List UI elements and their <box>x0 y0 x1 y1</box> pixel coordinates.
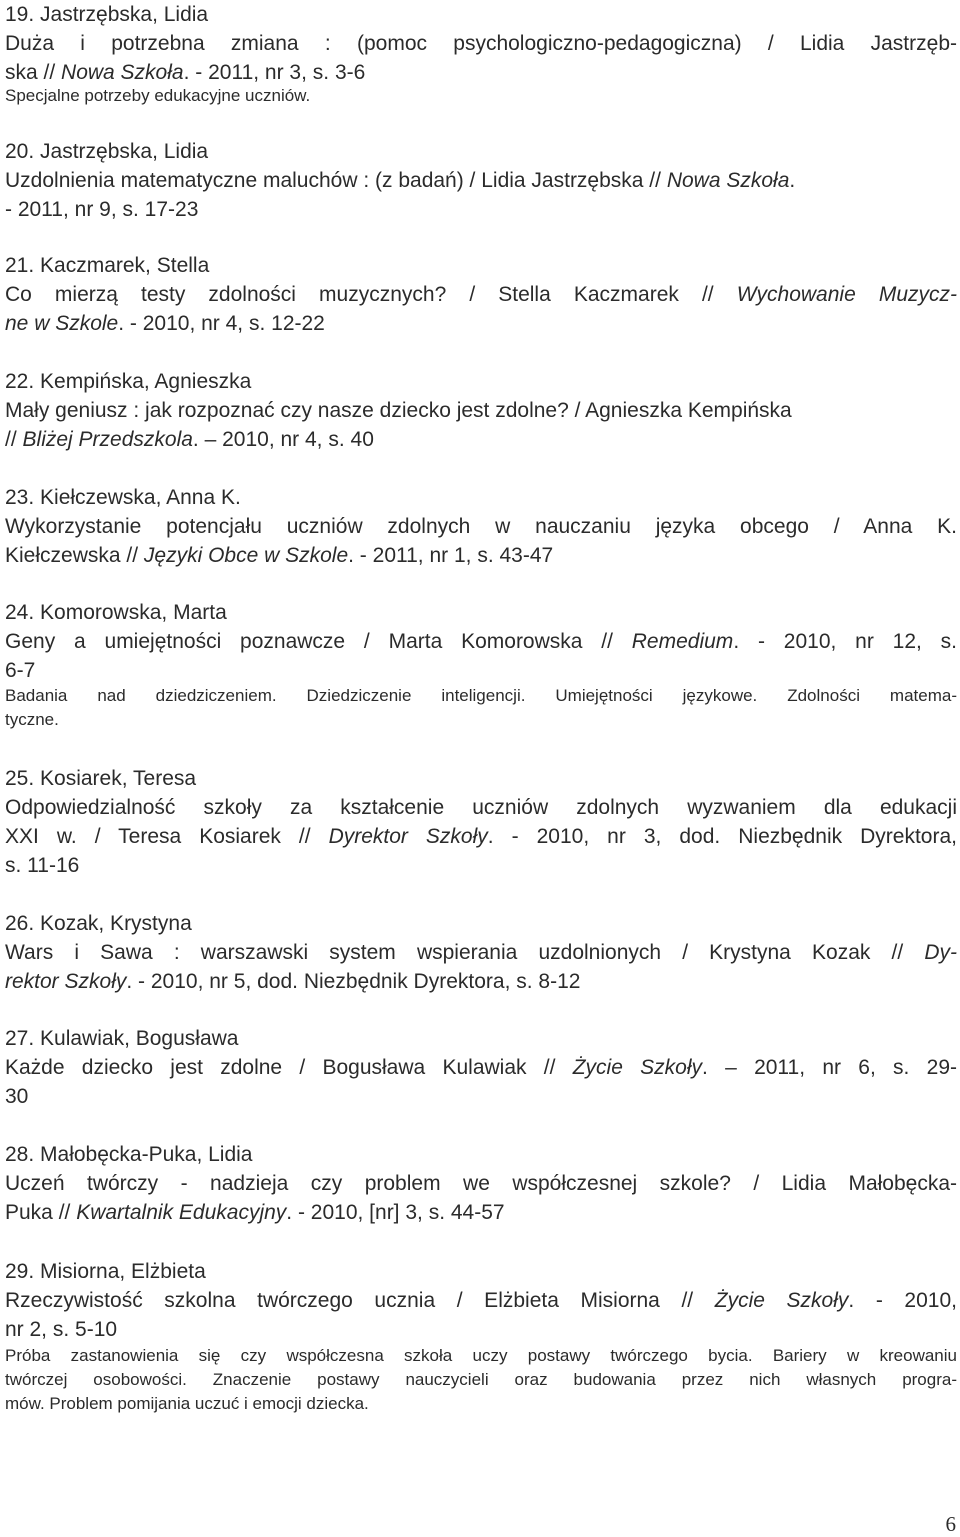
entry-annotation: Specjalne potrzeby edukacyjne uczniów. <box>5 86 311 105</box>
journal-title: Języki Obce w Szkole <box>143 544 349 567</box>
entry-heading: 25. Kosiarek, Teresa <box>5 767 197 790</box>
journal-title: Wychowanie Muzycz- <box>736 283 957 306</box>
entry-title-line: Wars i Sawa : warszawski system wspierania uzdolnionych / Krystyna Kozak // Dy- <box>5 941 957 964</box>
journal-title: Dyrektor Szkoły <box>328 825 488 848</box>
entry-title-line: Odpowiedzialność szkoły za kształcenie uczniów zdolnych wyzwaniem dla edukacji <box>5 796 957 819</box>
entry-heading: 21. Kaczmarek, Stella <box>5 254 210 277</box>
journal-title: Bliżej Przedszkola <box>22 428 193 451</box>
entry-annotation: Próba zastanowienia się czy współczesna szkoła uczy postawy twórczego bycia. Bariery w kreowaniu <box>5 1346 957 1365</box>
entry-title-line: Kiełczewska // Języki Obce w Szkole. - 2011, nr 1, s. 43-47 <box>5 544 554 567</box>
entry-title-line: - 2011, nr 9, s. 17-23 <box>5 198 199 221</box>
entry-title-line: Rzeczywistość szkolna twórczego ucznia / Elżbieta Misiorna // Życie Szkoły. - 2010, <box>5 1289 957 1312</box>
entry-title-line: Mały geniusz : jak rozpoznać czy nasze dziecko jest zdolne? / Agnieszka Kempińska <box>5 399 792 422</box>
journal-title: Kwartalnik Edukacyjny <box>76 1201 287 1224</box>
entry-title-line: Geny a umiejętności poznawcze / Marta Komorowska // Remedium. - 2010, nr 12, s. <box>5 630 957 653</box>
journal-title: rektor Szkoły <box>5 970 127 993</box>
entry-heading: 27. Kulawiak, Bogusława <box>5 1027 239 1050</box>
entry-title-line: Puka // Kwartalnik Edukacyjny. - 2010, [nr] 3, s. 44-57 <box>5 1201 505 1224</box>
entry-title-line: // Bliżej Przedszkola. – 2010, nr 4, s. 40 <box>5 428 374 451</box>
entry-title-line: rektor Szkoły. - 2010, nr 5, dod. Niezbędnik Dyrektora, s. 8-12 <box>5 970 581 993</box>
entry-title-line: ne w Szkole. - 2010, nr 4, s. 12-22 <box>5 312 325 335</box>
entry-annotation: mów. Problem pomijania uczuć i emocji dziecka. <box>5 1394 369 1413</box>
journal-title: Nowa Szkoła <box>61 61 184 84</box>
entry-annotation: Badania nad dziedziczeniem. Dziedziczenie inteligencji. Umiejętności językowe. Zdolności matema- <box>5 686 957 705</box>
entry-title-line: Co mierzą testy zdolności muzycznych? / Stella Kaczmarek // Wychowanie Muzycz- <box>5 283 957 306</box>
entry-title-line: Uzdolnienia matematyczne maluchów : (z badań) / Lidia Jastrzębska // Nowa Szkoła. <box>5 169 796 192</box>
entry-title-line: XXI w. / Teresa Kosiarek // Dyrektor Szkoły. - 2010, nr 3, dod. Niezbędnik Dyrektora, <box>5 825 957 848</box>
entry-annotation: twórczej osobowości. Znaczenie postawy nauczycieli oraz budowania przez nich własnych progra- <box>5 1370 957 1389</box>
entry-title-line: s. 11-16 <box>5 854 80 877</box>
entry-heading: 26. Kozak, Krystyna <box>5 912 192 935</box>
entry-heading: 19. Jastrzębska, Lidia <box>5 3 209 26</box>
entry-heading: 20. Jastrzębska, Lidia <box>5 140 209 163</box>
entry-title-line: nr 2, s. 5-10 <box>5 1318 118 1341</box>
entry-title-line: 6-7 <box>5 659 36 682</box>
entry-title-line: 30 <box>5 1085 29 1108</box>
journal-title: Życie Szkoły <box>572 1056 703 1079</box>
journal-title: Nowa Szkoła <box>666 169 790 192</box>
entry-title-line: Uczeń twórczy - nadzieja czy problem we współczesnej szkole? / Lidia Małobęcka- <box>5 1172 957 1195</box>
journal-title: Remedium <box>631 630 734 653</box>
entry-heading: 29. Misiorna, Elżbieta <box>5 1260 206 1283</box>
entry-title-line: Każde dziecko jest zdolne / Bogusława Kulawiak // Życie Szkoły. – 2011, nr 6, s. 29- <box>5 1056 958 1079</box>
entry-title-line: ska // Nowa Szkoła. - 2011, nr 3, s. 3-6 <box>5 61 366 84</box>
entry-title-line: Duża i potrzebna zmiana : (pomoc psychologiczno-pedagogiczna) / Lidia Jastrzęb- <box>5 32 957 55</box>
entry-heading: 23. Kiełczewska, Anna K. <box>5 486 241 509</box>
entry-heading: 28. Małobęcka-Puka, Lidia <box>5 1143 253 1166</box>
page-number: 6 <box>945 1512 956 1536</box>
entry-title-line: Wykorzystanie potencjału uczniów zdolnych w nauczaniu języka obcego / Anna K. <box>5 515 957 538</box>
entry-heading: 24. Komorowska, Marta <box>5 601 227 624</box>
journal-title: ne w Szkole <box>5 312 119 335</box>
journal-title: Życie Szkoły <box>714 1289 849 1312</box>
entry-heading: 22. Kempińska, Agnieszka <box>5 370 252 393</box>
entry-annotation: tyczne. <box>5 710 59 729</box>
journal-title: Dy- <box>924 941 957 964</box>
